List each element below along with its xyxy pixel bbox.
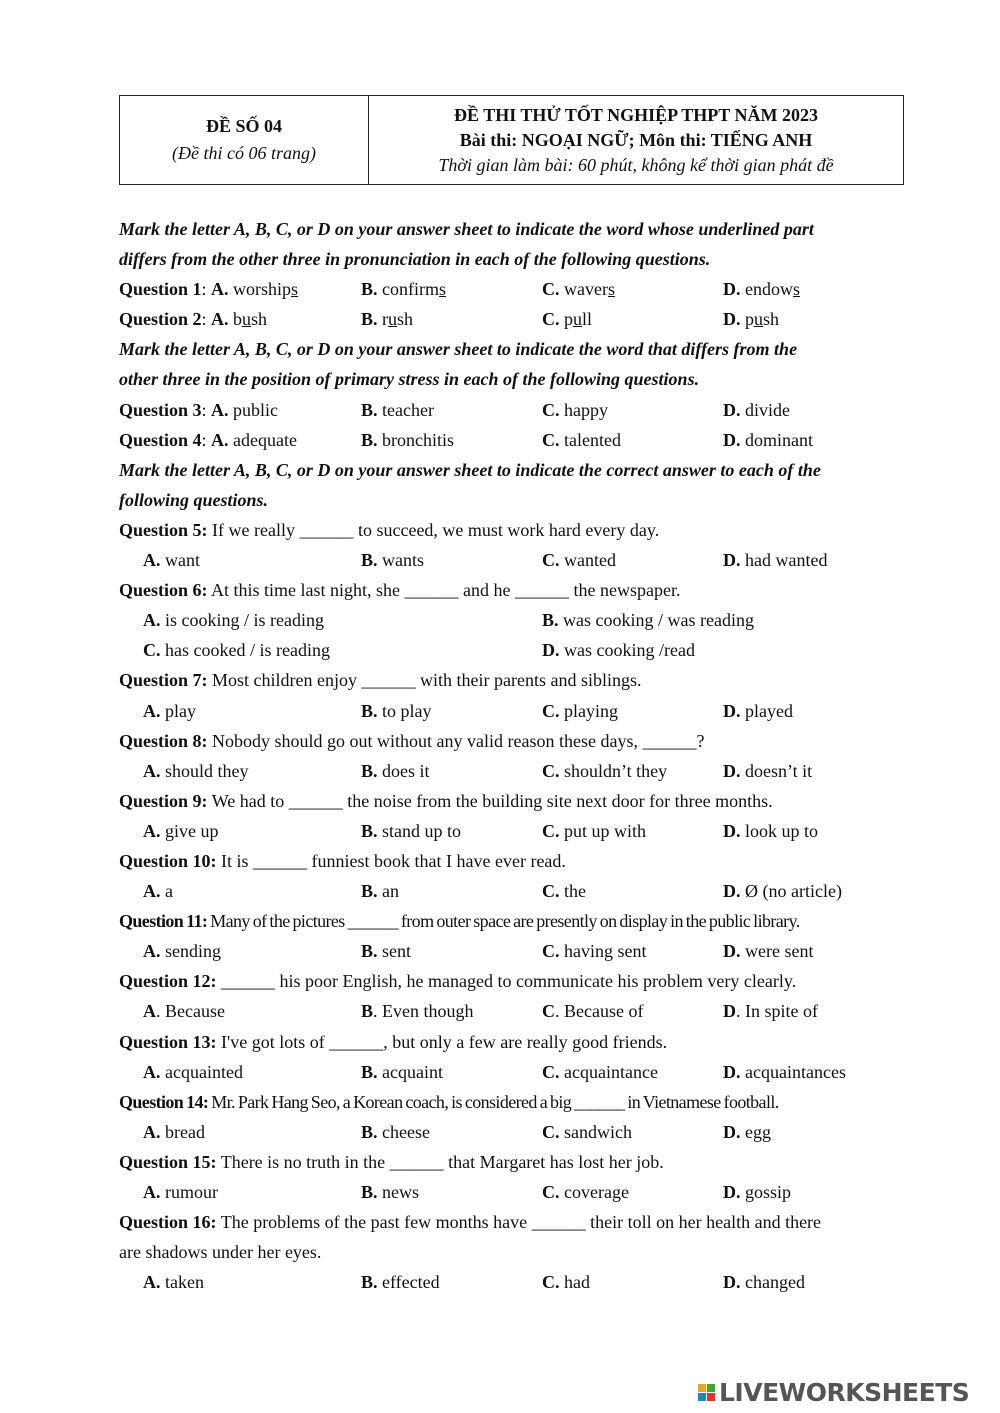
question-3-option-c[interactable]: C. happy: [542, 399, 608, 420]
question-10-stem: Question 10: It is ______ funniest book that I have ever read.: [119, 850, 566, 871]
question-14-option-a[interactable]: A. bread: [143, 1121, 205, 1142]
question-1-option-d[interactable]: D. endows: [723, 279, 801, 300]
exam-code-cell: [120, 96, 369, 184]
question-7-option-d[interactable]: D. played: [723, 700, 793, 721]
question-9-options: [119, 816, 905, 846]
question-3-option-b[interactable]: B. teacher: [361, 399, 434, 420]
instruction-pronunciation-line-1: Mark the letter A, B, C, or D on your answer sheet to indicate the word whose underlined part: [119, 219, 814, 239]
question-5-option-a[interactable]: A. want: [143, 550, 200, 571]
question-2-option-c[interactable]: C. pull: [542, 309, 593, 330]
question-2-option-d[interactable]: D. push: [723, 309, 780, 330]
pages-note: (Đề thi có 06 trang): [172, 143, 316, 163]
question-13-option-c[interactable]: C. acquaintance: [542, 1061, 658, 1082]
question-15-option-a[interactable]: A. rumour: [143, 1182, 218, 1202]
question-2-option-b[interactable]: B. rush: [361, 309, 414, 330]
question-3-option-a[interactable]: Question 3: A. public: [119, 399, 279, 420]
question-3: [119, 395, 905, 425]
question-4: [119, 425, 905, 455]
question-8-option-a[interactable]: A. should they: [143, 760, 249, 781]
question-2-option-a[interactable]: Question 2: A. bush: [119, 309, 268, 330]
question-16-stem-cont: are shadows under her eyes.: [119, 1242, 322, 1263]
question-9-option-d[interactable]: D. look up to: [723, 820, 819, 841]
question-13-options: [119, 1057, 905, 1087]
question-9-option-b[interactable]: B. stand up to: [361, 820, 462, 841]
question-6-options-row-2: [119, 635, 905, 665]
question-9-option-c[interactable]: C. put up with: [542, 820, 647, 841]
instruction-stress-line-1: Mark the letter A, B, C, or D on your answer sheet to indicate the word that differs from the: [119, 339, 798, 360]
question-1: [119, 274, 905, 304]
question-7-option-c[interactable]: C. playing: [542, 700, 618, 721]
question-15-option-d[interactable]: D. gossip: [723, 1182, 792, 1202]
exam-time-note: Thời gian làm bài: 60 phút, không kể thời gian phát đề: [438, 154, 834, 175]
question-13-option-b[interactable]: B. acquaint: [361, 1061, 443, 1082]
exam-title-cell: [369, 96, 903, 184]
question-6-option-b[interactable]: B. was cooking / was reading: [542, 610, 754, 631]
question-7-options: [119, 696, 905, 726]
question-11-option-b[interactable]: B. sent: [361, 941, 412, 962]
question-6-option-d[interactable]: D. was cooking /read: [542, 640, 695, 661]
logo-cube-icon: [698, 1384, 715, 1401]
question-10-options: [119, 876, 905, 906]
question-11-options: [119, 936, 905, 966]
question-10-option-d[interactable]: D. Ø (no article): [723, 881, 842, 902]
question-9-option-a[interactable]: A. give up: [143, 820, 219, 841]
question-12-option-b[interactable]: B. Even though: [361, 1001, 474, 1022]
question-10-option-c[interactable]: C. the: [542, 881, 586, 902]
question-16-option-d[interactable]: D. changed: [723, 1272, 805, 1293]
question-14-options: [119, 1117, 905, 1147]
question-12-options: [119, 996, 905, 1026]
question-15-option-b[interactable]: B. news: [361, 1182, 420, 1202]
exam-code: ĐỀ SỐ 04: [205, 116, 283, 136]
exam-subject: Bài thi: NGOẠI NGỮ; Môn thi: TIẾNG ANH: [459, 129, 813, 150]
question-4-option-b[interactable]: B. bronchitis: [361, 429, 455, 450]
question-16-options: [119, 1267, 905, 1297]
exam-content: [119, 214, 905, 1297]
question-11-option-d[interactable]: D. were sent: [723, 941, 814, 962]
question-8-option-b[interactable]: B. does it: [361, 760, 430, 781]
question-14-option-c[interactable]: C. sandwich: [542, 1121, 632, 1142]
question-12-stem: Question 12: ______ his poor English, he managed to communicate his problem very clearly.: [119, 971, 797, 992]
question-12-option-a[interactable]: A. Because: [143, 1001, 225, 1022]
question-12-option-c[interactable]: C. Because of: [542, 1001, 644, 1022]
instruction-stress-line-2: other three in the position of primary stress in each of the following questions.: [119, 369, 700, 390]
question-8-option-d[interactable]: D. doesn’t it: [723, 760, 813, 781]
question-13-stem: Question 13: I've got lots of ______, but only a few are really good friends.: [119, 1031, 668, 1052]
question-12-option-d[interactable]: D. In spite of: [723, 1001, 818, 1022]
question-16-option-a[interactable]: A. taken: [143, 1272, 204, 1293]
question-13-option-d[interactable]: D. acquaintances: [723, 1061, 846, 1082]
instruction-correct-answer-line-2: following questions.: [119, 489, 269, 510]
question-6-option-a[interactable]: A. is cooking / is reading: [143, 610, 324, 631]
exam-header-box: [119, 95, 904, 185]
question-8-options: [119, 756, 905, 786]
question-15-options: [119, 1177, 905, 1207]
question-11-option-c[interactable]: C. having sent: [542, 941, 647, 962]
liveworksheets-logo[interactable]: [698, 1378, 969, 1407]
question-8-stem: Question 8: Nobody should go out without any valid reason these days, ______?: [119, 730, 705, 751]
question-5-option-d[interactable]: D. had wanted: [723, 550, 828, 571]
question-7-option-a[interactable]: A. play: [143, 700, 196, 721]
question-6-stem: Question 6: At this time last night, she ______ and he ______ the newspaper.: [119, 580, 681, 601]
instruction-pronunciation-line-2: differs from the other three in pronunciation in each of the following questions.: [119, 249, 711, 270]
question-1-option-a[interactable]: Question 1: A. worships: [119, 279, 299, 300]
question-13-option-a[interactable]: A. acquainted: [143, 1061, 243, 1082]
question-7-stem: Question 7: Most children enjoy ______ with their parents and siblings.: [119, 670, 642, 691]
question-16-option-c[interactable]: C. had: [542, 1272, 590, 1293]
question-14-option-b[interactable]: B. cheese: [361, 1121, 430, 1142]
question-16-stem: Question 16: The problems of the past few months have ______ their toll on her health and there: [119, 1212, 822, 1233]
logo-text: LIVEWORKSHEETS: [719, 1378, 970, 1407]
question-4-option-c[interactable]: C. talented: [542, 429, 621, 450]
question-5-stem: Question 5: If we really ______ to succeed, we must work hard every day.: [119, 519, 660, 540]
question-15-option-c[interactable]: C. coverage: [542, 1182, 629, 1202]
question-10-option-b[interactable]: B. an: [361, 881, 400, 902]
instruction-correct-answer-line-1: Mark the letter A, B, C, or D on your answer sheet to indicate the correct answer to each of the: [119, 459, 821, 480]
question-14-stem: Question 14: Mr. Park Hang Seo, a Korean coach, is considered a big ______ in Vietnamese football.: [119, 1091, 779, 1112]
question-5-options: [119, 545, 905, 575]
question-6-options-row-1: [119, 605, 905, 635]
question-5-option-c[interactable]: C. wanted: [542, 550, 616, 571]
question-7-option-b[interactable]: B. to play: [361, 700, 432, 721]
exam-title: ĐỀ THI THỬ TỐT NGHIỆP THPT NĂM 2023: [454, 104, 818, 125]
question-8-option-c[interactable]: C. shouldn’t they: [542, 760, 668, 781]
question-3-option-d[interactable]: D. divide: [723, 399, 790, 420]
question-10-option-a[interactable]: A. a: [143, 881, 173, 902]
question-6-option-c[interactable]: C. has cooked / is reading: [143, 640, 330, 661]
question-2: [119, 304, 905, 334]
question-9-stem: Question 9: We had to ______ the noise from the building site next door for three months.: [119, 790, 773, 811]
question-1-option-b[interactable]: B. confirms: [361, 279, 447, 300]
question-5-option-b[interactable]: B. wants: [361, 550, 425, 571]
question-11-option-a[interactable]: A. sending: [143, 941, 221, 962]
question-14-option-d[interactable]: D. egg: [723, 1121, 771, 1142]
question-11-stem: Question 11: Many of the pictures ______ from outer space are presently on display in the public library.: [119, 911, 800, 932]
question-4-option-a[interactable]: Question 4: A. adequate: [119, 429, 297, 450]
question-4-option-d[interactable]: D. dominant: [723, 429, 813, 450]
question-1-option-c[interactable]: C. wavers: [542, 279, 615, 300]
question-16-option-b[interactable]: B. effected: [361, 1272, 440, 1293]
question-15-stem: Question 15: There is no truth in the ______ that Margaret has lost her job.: [119, 1151, 664, 1172]
